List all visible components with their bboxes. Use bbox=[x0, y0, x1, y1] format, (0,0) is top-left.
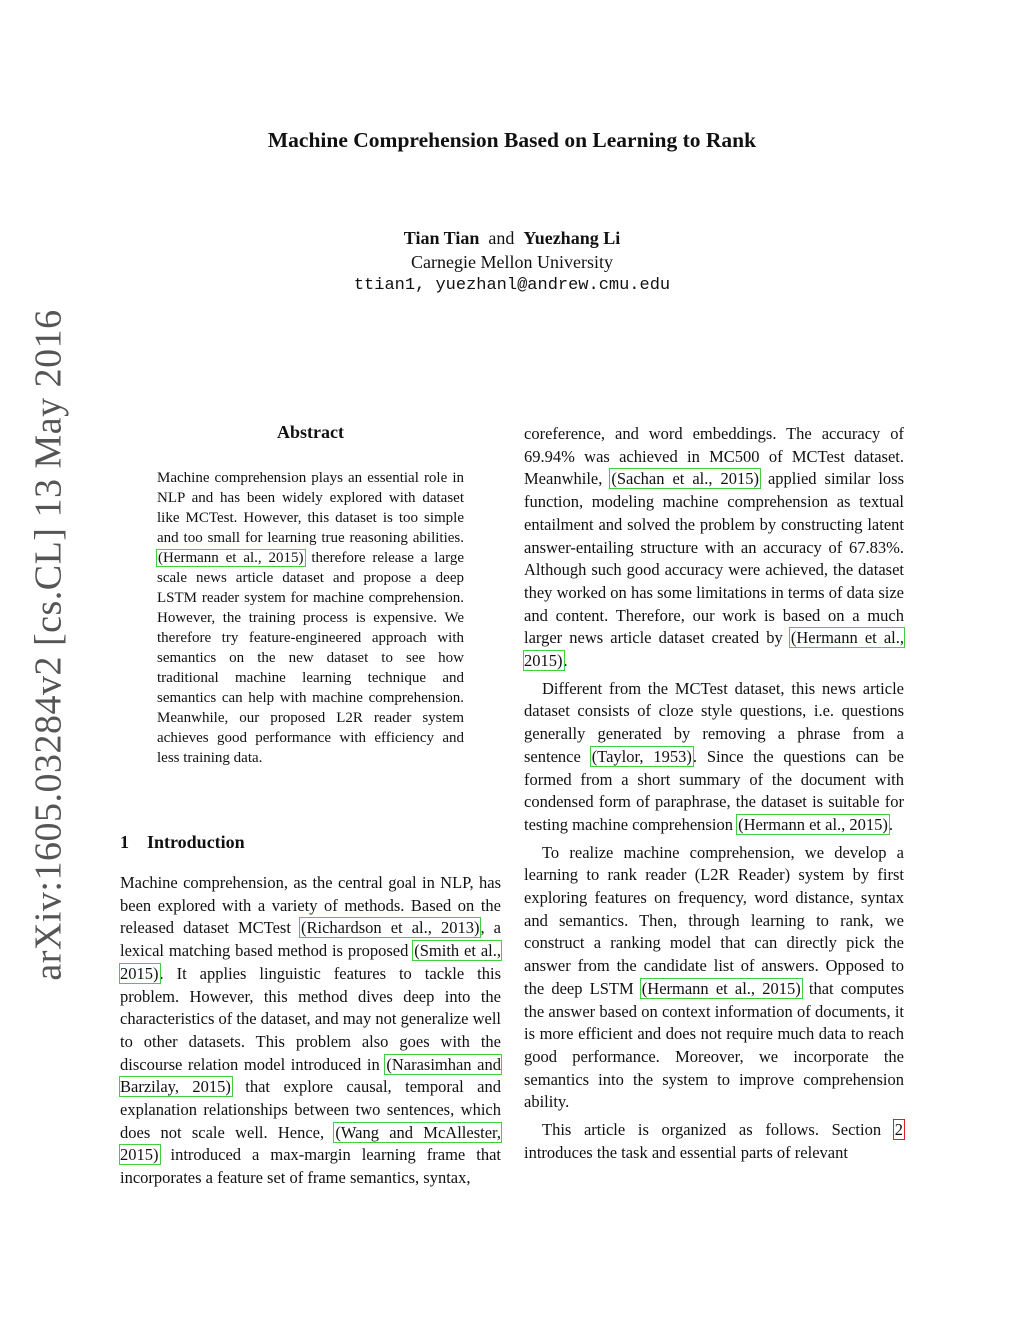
author-block bbox=[0, 226, 1024, 298]
body-text: . bbox=[563, 651, 568, 671]
citation-link[interactable]: (Hermann et al., 2015) bbox=[641, 978, 801, 998]
body-text: . Since the questions can be formed from a short summary of the document with condensed form of paraphrase, the dataset is suitable for testing machine comprehension bbox=[524, 746, 904, 834]
body-text: that computes the answer based on context information of documents, it is more efficient and does not require much data to reach good performance. Moreover, we incorporate the semantics into the system to improve comprehension ability. bbox=[524, 978, 904, 1112]
paragraph bbox=[524, 842, 904, 1114]
citation-link[interactable]: (Hermann et al., 2015) bbox=[158, 550, 304, 566]
body-text: Different from the MCTest dataset, this news article dataset consists of cloze style questions, i.e. questions generally generated by removing a phrase from a sentence bbox=[524, 678, 904, 766]
paper-title: Machine Comprehension Based on Learning to Rank bbox=[267, 128, 757, 152]
body-text: Machine comprehension, as the central goal in NLP, has been explored with a variety of methods. Based on the released dataset MCTest bbox=[120, 873, 501, 938]
citation-link[interactable]: (Richardson et al., 2013) bbox=[301, 918, 480, 938]
left-column bbox=[120, 872, 501, 1190]
section-number: 1 bbox=[120, 832, 129, 852]
paragraph bbox=[524, 423, 904, 673]
citation-link[interactable]: (Smith et al., 2015) bbox=[120, 941, 501, 983]
citation-link[interactable]: (Sachan et al., 2015) bbox=[611, 469, 759, 489]
author-name: Tian Tian bbox=[403, 228, 480, 248]
abstract-text: therefore release a large scale news article dataset and propose a deep LSTM reader system for machine comprehension. However, the training process is expensive. We therefore try feature-engineered approach with semantics on the new dataset to see how traditional machine learning technique and semantics can help with machine comprehension. Meanwhile, our proposed L2R reader system achieves good performance with efficiency and less training data. bbox=[157, 550, 465, 766]
citation-link[interactable]: (Taylor, 1953) bbox=[591, 746, 692, 766]
abstract-text: Machine comprehension plays an essential role in NLP and has been widely explored with dataset like MCTest. However, this dataset is too simple and too small for learning true reasoning abilities. bbox=[157, 470, 464, 546]
citation-link[interactable]: (Narasimhan and Barzilay, 2015) bbox=[120, 1054, 501, 1097]
author-conjunction: and bbox=[488, 228, 515, 248]
paragraph bbox=[524, 1119, 904, 1164]
body-text: applied similar loss function, modeling machine comprehension as textual entailment and solved the problem by constructing latent answer-entailing structure with an accuracy of 67.83%. Although such good accuracy were achieved, the dataset they worked on has some limitations in terms of data size and content. Therefore, our work is based on a much larger news article dataset created by bbox=[524, 469, 905, 648]
arxiv-stamp bbox=[25, 309, 73, 981]
body-text: . bbox=[888, 814, 894, 834]
affiliation: Carnegie Mellon University bbox=[411, 252, 613, 272]
section-heading bbox=[120, 832, 245, 853]
body-text: To realize machine comprehension, we develop a learning to rank reader (L2R Reader) system by first exploring features on frequency, word distance, syntax and semantics. Then, through learning to rank, we construct a ranking model that can directly pick the answer from the candidate list of answers. Opposed to the deep LSTM bbox=[524, 842, 904, 998]
section-reference-link[interactable]: 2 bbox=[894, 1120, 903, 1140]
author-email[interactable]: ttian1, yuezhanl@andrew.cmu.edu bbox=[353, 276, 671, 295]
citation-link[interactable]: (Hermann et al., 2015) bbox=[524, 628, 904, 671]
body-text: introduced a max-margin learning frame that incorporates a feature set of frame semantics, syntax, bbox=[120, 1145, 501, 1188]
author-name: Yuezhang Li bbox=[523, 228, 621, 248]
body-text: that explore causal, temporal and explanation relationships between two sentences, which does not scale well. Hence, bbox=[120, 1077, 501, 1142]
abstract-heading: Abstract bbox=[277, 422, 344, 442]
body-text: introduces the task and essential parts of relevant bbox=[524, 1142, 848, 1162]
paragraph bbox=[524, 678, 904, 837]
arxiv-stamp-text: arXiv:1605.03284v2 [cs.CL] 13 May 2016 bbox=[28, 309, 71, 981]
body-text: This article is organized as follows. Section bbox=[542, 1120, 894, 1140]
body-text: . It applies linguistic features to tackle this problem. However, this method dives deep into the characteristics of the dataset, and may not generalize well to other datasets. This problem also goes with the discourse relation model introduced in bbox=[120, 963, 501, 1074]
citation-link[interactable]: (Hermann et al., 2015) bbox=[738, 814, 888, 834]
citation-link[interactable]: (Wang and McAllester, 2015) bbox=[120, 1122, 501, 1165]
abstract-body bbox=[157, 468, 464, 768]
section-title: Introduction bbox=[147, 832, 245, 852]
right-column bbox=[524, 423, 904, 1165]
paragraph bbox=[120, 872, 501, 1190]
body-text: , a lexical matching based method is proposed bbox=[120, 918, 501, 961]
body-text: coreference, and word embeddings. The accuracy of 69.94% was achieved in MC500 of MCTest dataset. Meanwhile, bbox=[524, 424, 904, 489]
